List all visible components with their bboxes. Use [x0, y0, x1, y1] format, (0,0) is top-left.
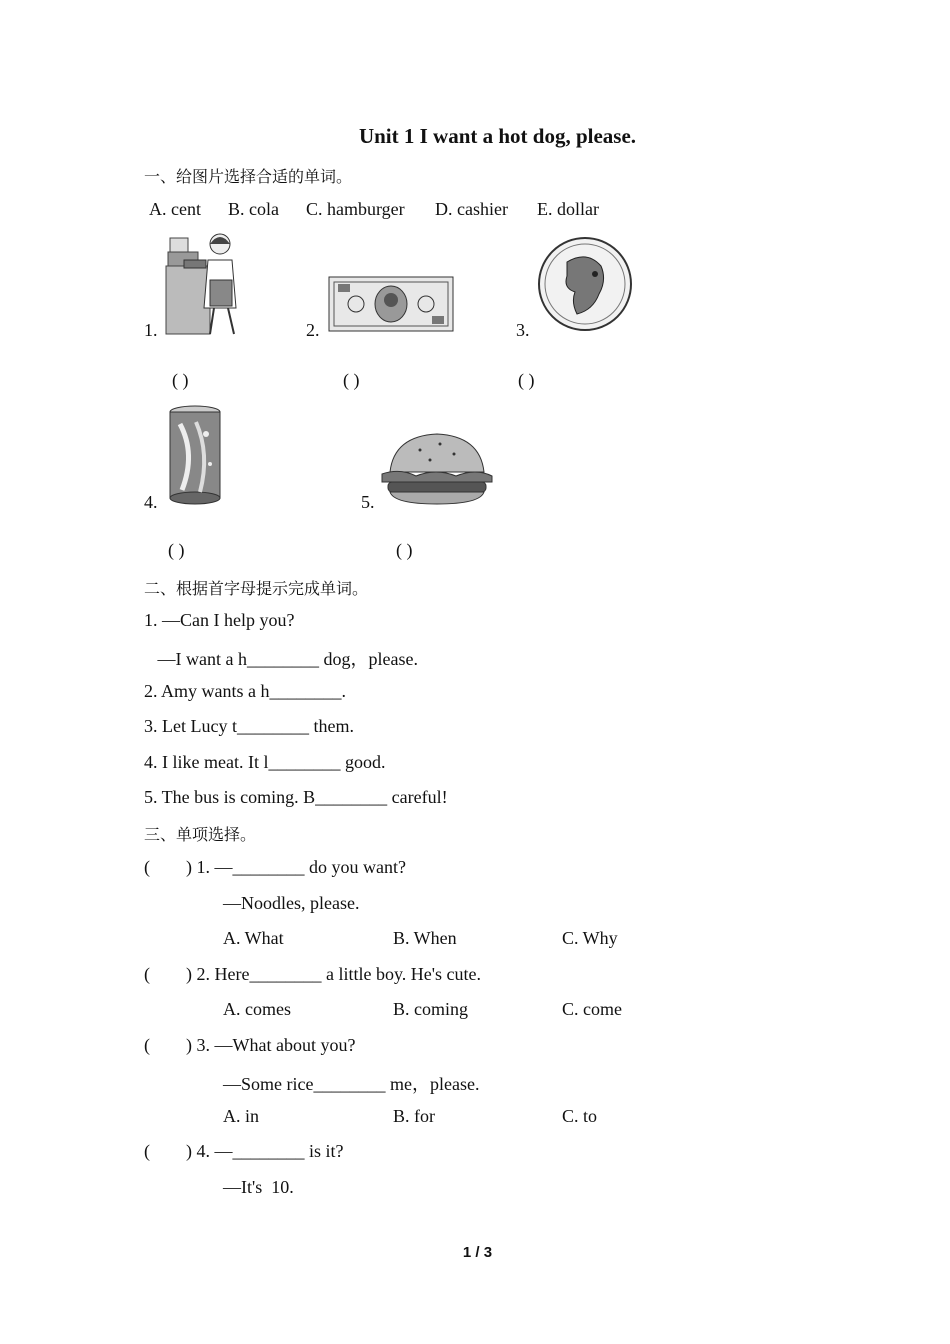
- page-title: Unit 1 I want a hot dog, please.: [358, 124, 637, 148]
- item-1-answer-blank[interactable]: ( ): [172, 370, 189, 390]
- question-2: ( ) 2. Here________ a little boy. He's cute.: [144, 964, 481, 984]
- question-1-option-b: B. When: [393, 928, 457, 948]
- fill-line-4: 4. I like meat. It l________ good.: [144, 752, 386, 772]
- dollar-bill-picture: [328, 276, 454, 332]
- option-b: B. cola: [228, 199, 279, 219]
- item-3-answer-blank[interactable]: ( ): [518, 370, 535, 390]
- option-d: D. cashier: [435, 199, 508, 219]
- question-3-option-a: A. in: [223, 1106, 259, 1126]
- question-3-option-c: C. to: [562, 1106, 598, 1126]
- item-2-number: 2.: [306, 320, 320, 340]
- option-c: C. hamburger: [306, 199, 405, 219]
- option-a: A. cent: [149, 199, 201, 219]
- question-4: ( ) 4. —________ is it?: [144, 1141, 344, 1161]
- item-3-number: 3.: [516, 320, 530, 340]
- question-2-option-b: B. coming: [393, 999, 468, 1019]
- question-2-option-c: C. come: [562, 999, 622, 1019]
- fill-line-2: 2. Amy wants a h________.: [144, 681, 346, 701]
- item-2-answer-blank[interactable]: ( ): [343, 370, 360, 390]
- question-1-option-c: C. Why: [562, 928, 618, 948]
- item-5-answer-blank[interactable]: ( ): [396, 540, 413, 560]
- cashier-picture: [164, 230, 242, 336]
- question-3-option-b: B. for: [393, 1106, 435, 1126]
- dime-coin-picture: [537, 236, 633, 332]
- question-3-reply: —Some rice________ me，please.: [223, 1074, 480, 1094]
- section-2-heading: 二、根据首字母提示完成单词。: [144, 579, 369, 598]
- question-1: ( ) 1. —________ do you want?: [144, 857, 406, 877]
- item-5-number: 5.: [361, 492, 375, 512]
- hamburger-picture: [380, 432, 494, 508]
- fill-line-1b: —I want a h________ dog，please.: [144, 649, 418, 669]
- question-1-option-a: A. What: [223, 928, 284, 948]
- item-1-number: 1.: [144, 320, 158, 340]
- section-1-heading: 一、给图片选择合适的单词。: [144, 167, 353, 186]
- item-4-answer-blank[interactable]: ( ): [168, 540, 185, 560]
- section-3-heading: 三、单项选择。: [144, 825, 257, 844]
- option-e: E. dollar: [537, 199, 599, 219]
- fill-line-3: 3. Let Lucy t________ them.: [144, 716, 354, 736]
- question-2-option-a: A. comes: [223, 999, 291, 1019]
- question-4-reply: —It's 10.: [223, 1177, 294, 1197]
- item-4-number: 4.: [144, 492, 158, 512]
- page-number: 1 / 3: [462, 1244, 493, 1261]
- fill-line-5: 5. The bus is coming. B________ careful!: [144, 787, 448, 807]
- question-1-reply: —Noodles, please.: [223, 893, 360, 913]
- question-3: ( ) 3. —What about you?: [144, 1035, 356, 1055]
- fill-line-1: 1. —Can I help you?: [144, 610, 295, 630]
- cola-can-picture: [166, 404, 224, 506]
